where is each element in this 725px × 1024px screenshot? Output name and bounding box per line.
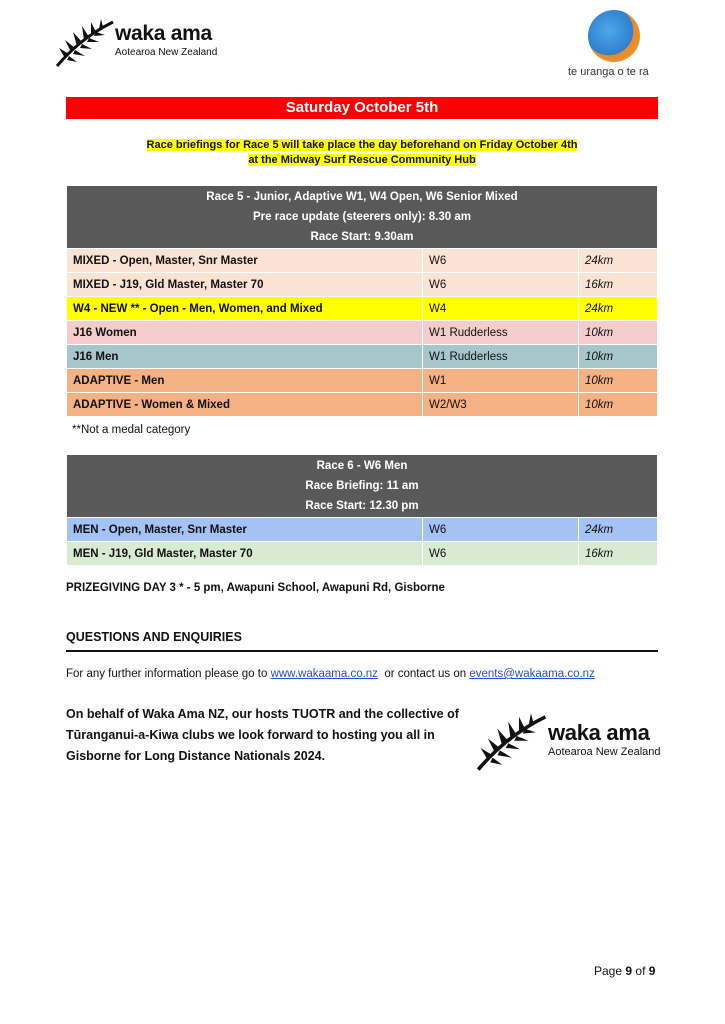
prizegiving-note: PRIZEGIVING DAY 3 * - 5 pm, Awapuni School, Awapuni Rd, Gisborne: [66, 582, 445, 594]
race6-header: [67, 455, 658, 518]
race6-briefing: Race Briefing: 11 am: [305, 480, 419, 492]
table-row: [67, 249, 658, 273]
fern-icon: [474, 712, 552, 772]
craft-cell: W2/W3: [423, 393, 579, 417]
partner-logo: [570, 8, 670, 83]
contact-info: [66, 668, 595, 680]
craft-cell: W6: [423, 273, 579, 297]
page-current: 9: [625, 964, 633, 978]
notice-line-2: at the Midway Surf Rescue Community Hub: [248, 154, 476, 166]
division-cell: W4 - NEW ** - Open - Men, Women, and Mixed: [67, 297, 423, 321]
race5-start: Race Start: 9.30am: [310, 231, 414, 243]
race5-title: Race 5 - Junior, Adaptive W1, W4 Open, W6 Senior Mixed: [206, 191, 518, 203]
email-link[interactable]: events@wakaama.co.nz: [469, 668, 595, 680]
table-row: [67, 273, 658, 297]
division-cell: MIXED - J19, Gld Master, Master 70: [67, 273, 423, 297]
distance-cell: 16km: [579, 273, 658, 297]
division-cell: ADAPTIVE - Women & Mixed: [67, 393, 423, 417]
logo-subtitle: Aotearoa New Zealand: [115, 47, 218, 58]
questions-heading: QUESTIONS AND ENQUIRIES: [66, 630, 658, 652]
craft-cell: W6: [423, 249, 579, 273]
distance-cell: 24km: [579, 249, 658, 273]
footnote: **Not a medal category: [72, 424, 191, 436]
distance-cell: 16km: [579, 542, 658, 566]
division-cell: MEN - J19, Gld Master, Master 70: [67, 542, 423, 566]
page-of: of: [635, 964, 646, 978]
partner-emblem-icon: [588, 10, 640, 62]
logo-subtitle: Aotearoa New Zealand: [548, 746, 661, 758]
craft-cell: W6: [423, 542, 579, 566]
table-row: [67, 321, 658, 345]
briefing-notice: [66, 138, 658, 168]
race5-table: [66, 185, 658, 417]
partner-text: te uranga o te ra: [568, 66, 649, 78]
waka-ama-logo: [55, 18, 225, 68]
fern-icon: [55, 18, 117, 68]
page-number: [594, 964, 655, 978]
table-row: [67, 369, 658, 393]
distance-cell: 10km: [579, 393, 658, 417]
page-prefix: Page: [594, 964, 623, 978]
division-cell: J16 Men: [67, 345, 423, 369]
table-row: [67, 393, 658, 417]
craft-cell: W4: [423, 297, 579, 321]
info-text-1: For any further information please go to: [66, 668, 268, 680]
logo-title: waka ama: [115, 22, 212, 45]
distance-cell: 10km: [579, 369, 658, 393]
division-cell: MEN - Open, Master, Snr Master: [67, 518, 423, 542]
craft-cell: W6: [423, 518, 579, 542]
craft-cell: W1 Rudderless: [423, 321, 579, 345]
closing-message: On behalf of Waka Ama NZ, our hosts TUOTR and the collective of Tūranganui-a-Kiwa clubs we look forward to hosting you all in Gisborne for Long Distance Nationals 2024.: [66, 707, 459, 763]
logo-title: waka ama: [548, 720, 650, 745]
distance-cell: 24km: [579, 518, 658, 542]
distance-cell: 10km: [579, 321, 658, 345]
page-total: 9: [648, 964, 656, 978]
table-row: [67, 542, 658, 566]
division-cell: J16 Women: [67, 321, 423, 345]
race5-header: [67, 186, 658, 249]
notice-line-1: Race briefings for Race 5 will take place the day beforehand on Friday October 4th: [146, 139, 578, 151]
info-text-2: or contact us on: [384, 668, 467, 680]
website-link[interactable]: www.wakaama.co.nz: [270, 668, 378, 680]
table-row: [67, 518, 658, 542]
distance-cell: 24km: [579, 297, 658, 321]
craft-cell: W1: [423, 369, 579, 393]
table-row: [67, 345, 658, 369]
table-row: [67, 297, 658, 321]
craft-cell: W1 Rudderless: [423, 345, 579, 369]
race6-table: [66, 454, 658, 566]
distance-cell: 10km: [579, 345, 658, 369]
division-cell: MIXED - Open, Master, Snr Master: [67, 249, 423, 273]
race6-title: Race 6 - W6 Men: [316, 460, 408, 472]
day-banner: Saturday October 5th: [66, 97, 658, 119]
race5-update: Pre race update (steerers only): 8.30 am: [253, 211, 471, 223]
waka-ama-logo-bottom: [474, 712, 674, 772]
division-cell: ADAPTIVE - Men: [67, 369, 423, 393]
race6-start: Race Start: 12.30 pm: [305, 500, 419, 512]
